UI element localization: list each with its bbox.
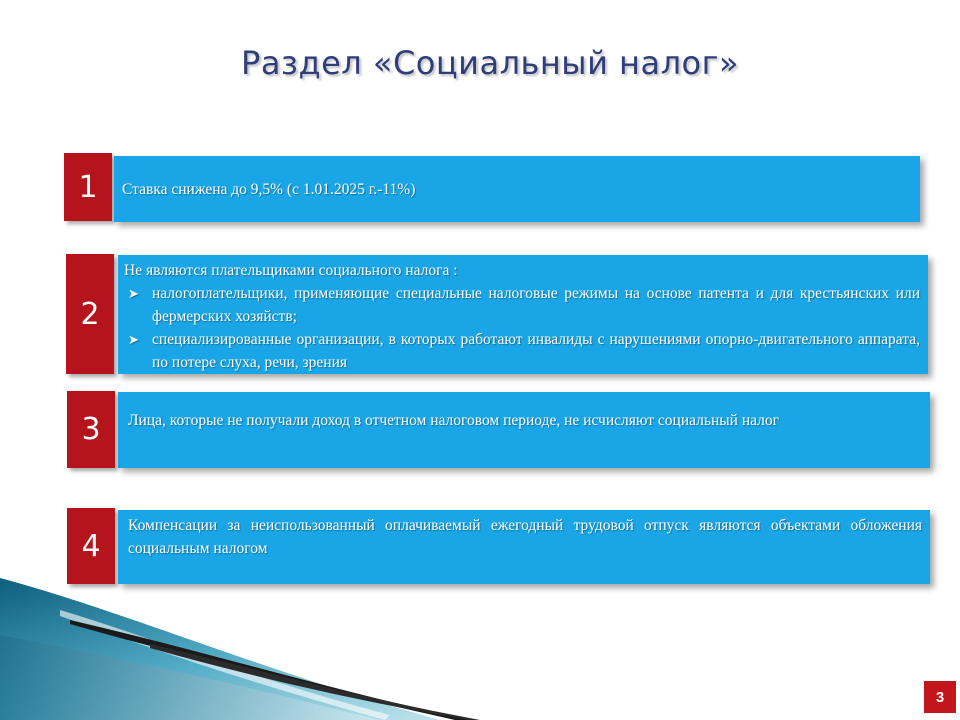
item-number-4: 4 xyxy=(67,508,115,584)
item-text-4: Компенсации за неиспользованный оплачиваемый ежегодный трудовой отпуск являются объектами обложения социальным налогом xyxy=(128,517,922,557)
list-item xyxy=(124,282,920,328)
arrow-bullet-icon: ➤ xyxy=(128,286,139,301)
item-box-1 xyxy=(114,156,920,222)
item-box-4 xyxy=(118,510,930,584)
arrow-bullet-icon: ➤ xyxy=(128,332,139,347)
item-number-3: 3 xyxy=(67,391,115,468)
item-number-2: 2 xyxy=(66,254,114,374)
item-number-1: 1 xyxy=(64,153,112,221)
page-number-badge: 3 xyxy=(924,681,956,713)
slide-title: Раздел «Социальный налог» xyxy=(241,44,739,82)
item-box-3 xyxy=(118,392,930,468)
bullet-text: налогоплательщики, применяющие специальные налоговые режимы на основе патента и для крестьянских или фермерских хозяйств; xyxy=(152,285,920,325)
item-text-3: Лица, которые не получали доход в отчетном налоговом периоде, не исчисляют социальный налог xyxy=(128,412,779,429)
bullet-list xyxy=(124,282,920,374)
item-text-1: Ставка снижена до 9,5% (с 1.01.2025 г.-11%) xyxy=(122,181,416,198)
bullet-text: специализированные организации, в которых работают инвалиды с нарушениями опорно-двигательного аппарата, по потере слуха, речи, зрения xyxy=(152,331,920,371)
item-intro-2: Не являются плательщиками социального налога : xyxy=(124,262,458,279)
item-box-2 xyxy=(118,255,928,374)
list-item xyxy=(124,328,920,374)
